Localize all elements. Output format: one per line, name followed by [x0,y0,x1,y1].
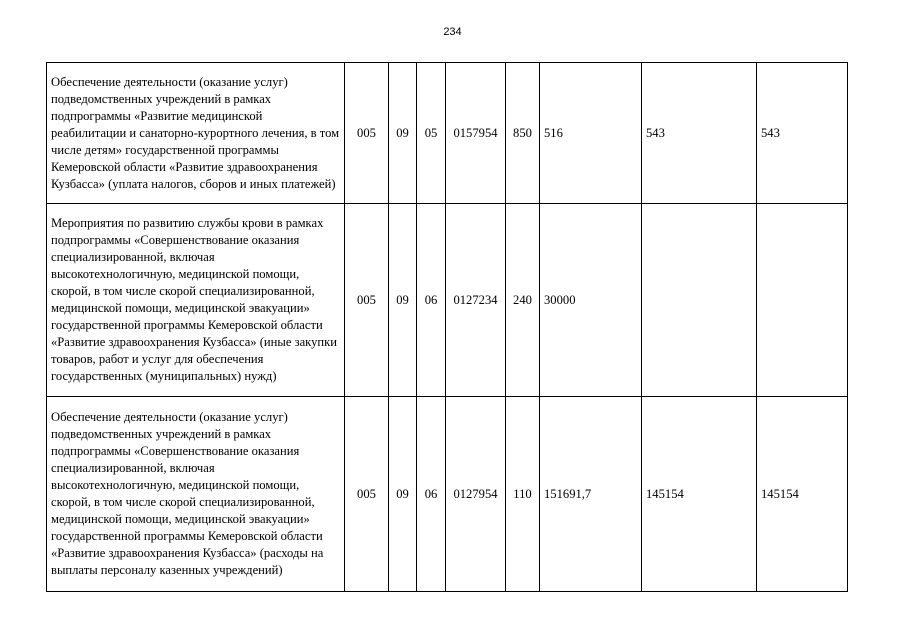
table-row [47,63,848,204]
row-description: Обеспечение деятельности (оказание услуг) подведомственных учреждений в рамках подпрограммы «Совершенствование оказания специализированной, включая высокотехнологичную, медицинской помощи, скорой, в том числе скорой специализированной, медицинской помощи, медицинской эвакуации» государственной программы Кемеровской области «Развитие здравоохранения Кузбасса» (расходы на выплаты персоналу казенных учреждений) [47,397,345,592]
target-article-code: 0127234 [446,204,506,397]
row-description: Обеспечение деятельности (оказание услуг) подведомственных учреждений в рамках подпрограммы «Развитие медицинской реабилитации и санаторно-курортного лечения, в том числе детям» государственной программы Кемеровской области «Развитие здравоохранения Кузбасса» (уплата налогов, сборов и иных платежей) [47,63,345,204]
amount-year-2: 145154 [642,397,757,592]
table-row [47,397,848,592]
expense-type-code: 240 [506,204,540,397]
expense-type-code: 110 [506,397,540,592]
ministry-code: 005 [345,397,389,592]
amount-year-3: 543 [757,63,848,204]
target-article-code: 0127954 [446,397,506,592]
subsection-code: 05 [417,63,446,204]
amount-year-3: 145154 [757,397,848,592]
ministry-code: 005 [345,63,389,204]
budget-table [46,62,848,592]
section-code: 09 [389,63,417,204]
target-article-code: 0157954 [446,63,506,204]
amount-year-3 [757,204,848,397]
section-code: 09 [389,204,417,397]
section-code: 09 [389,397,417,592]
amount-year-1: 30000 [540,204,642,397]
amount-year-2 [642,204,757,397]
expense-type-code: 850 [506,63,540,204]
amount-year-1: 516 [540,63,642,204]
amount-year-2: 543 [642,63,757,204]
ministry-code: 005 [345,204,389,397]
table-row [47,204,848,397]
page-number: 234 [443,26,462,38]
row-description: Мероприятия по развитию службы крови в рамках подпрограммы «Совершенствование оказания специализированной, включая высокотехнологичную, медицинской помощи, скорой, в том числе скорой специализированной, медицинской помощи, медицинской эвакуации» государственной программы Кемеровской области «Развитие здравоохранения Кузбасса» (иные закупки товаров, работ и услуг для обеспечения государственных (муниципальных) нужд) [47,204,345,397]
subsection-code: 06 [417,204,446,397]
amount-year-1: 151691,7 [540,397,642,592]
subsection-code: 06 [417,397,446,592]
